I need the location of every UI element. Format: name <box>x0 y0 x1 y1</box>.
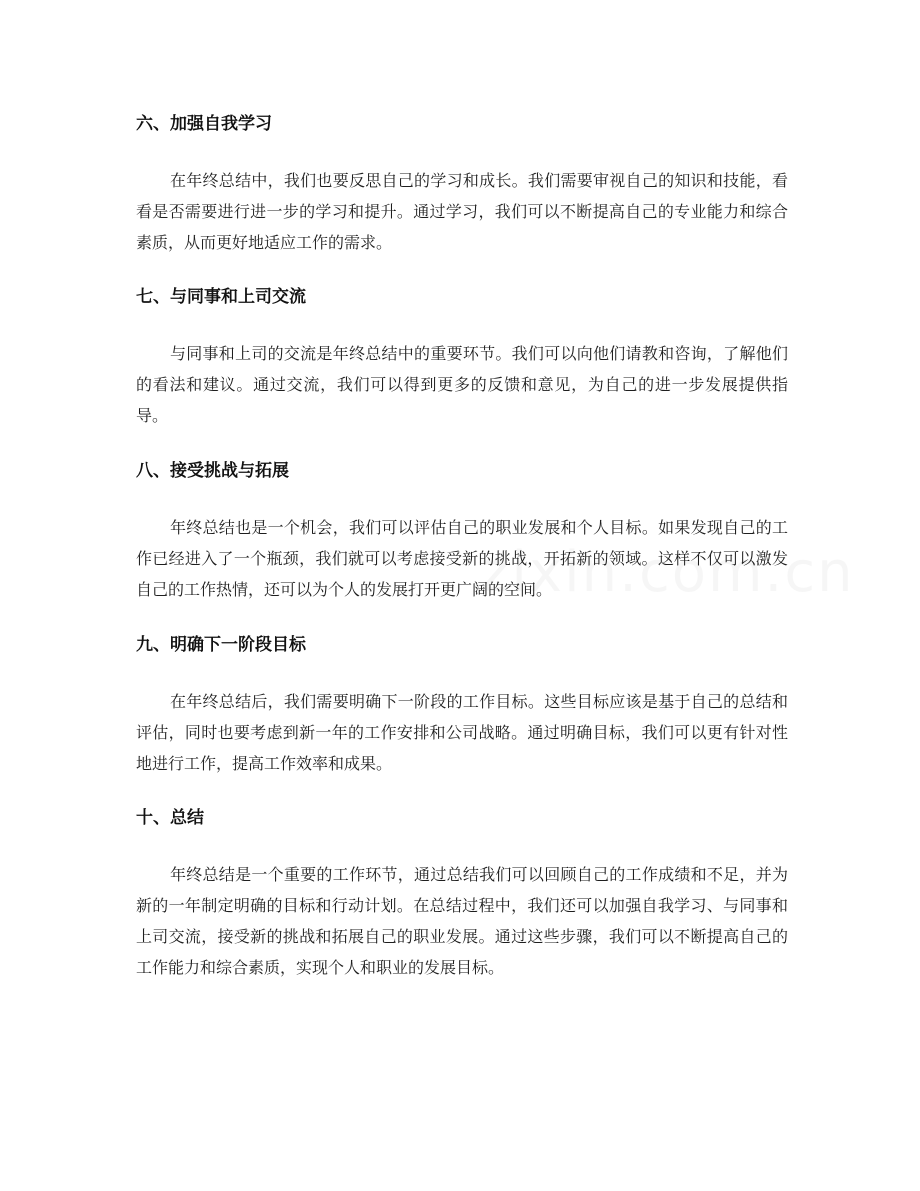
section-paragraph: 年终总结是一个重要的工作环节，通过总结我们可以回顾自己的工作成绩和不足，并为新的一年制定明确的目标和行动计划。在总结过程中，我们还可以加强自我学习、与同事和上司交流，接受新的挑战和拓展自己的职业发展。通过这些步骤，我们可以不断提高自己的工作能力和综合素质，实现个人和职业的发展目标。 <box>136 865 788 977</box>
section-paragraph: 在年终总结中，我们也要反思自己的学习和成长。我们需要审视自己的知识和技能，看看是否需要进行进一步的学习和提升。通过学习，我们可以不断提高自己的专业能力和综合素质，从而更好地适应工作的需求。 <box>136 171 788 252</box>
section-summary <box>136 806 788 983</box>
section-heading: 七、与同事和上司交流 <box>136 287 306 307</box>
section-heading: 八、接受挑战与拓展 <box>136 461 289 481</box>
section-heading: 十、总结 <box>136 808 204 828</box>
section-heading: 九、明确下一阶段目标 <box>136 635 306 655</box>
section-paragraph: 与同事和上司的交流是年终总结中的重要环节。我们可以向他们请教和咨询，了解他们的看法和建议。通过交流，我们可以得到更多的反馈和意见，为自己的进一步发展提供指导。 <box>136 344 788 425</box>
section-heading: 六、加强自我学习 <box>136 114 272 134</box>
section-paragraph: 在年终总结后，我们需要明确下一阶段的工作目标。这些目标应该是基于自己的总结和评估，同时也要考虑到新一年的工作安排和公司战略。通过明确目标，我们可以更有针对性地进行工作，提高工作效率和成果。 <box>136 692 788 773</box>
section-paragraph: 年终总结也是一个机会，我们可以评估自己的职业发展和个人目标。如果发现自己的工作已经进入了一个瓶颈，我们就可以考虑接受新的挑战，开拓新的领域。这样不仅可以激发自己的工作热情，还可以为个人的发展打开更广阔的空间。 <box>136 518 788 599</box>
section-self-learning <box>136 112 788 258</box>
section-challenge <box>136 459 788 605</box>
section-next-goals <box>136 633 788 779</box>
section-communication <box>136 285 788 431</box>
